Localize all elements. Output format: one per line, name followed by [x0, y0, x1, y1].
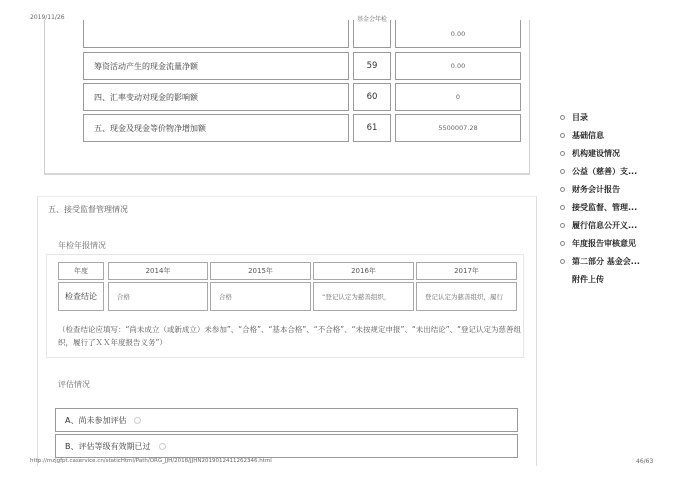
- nav-item-review-opinion[interactable]: [560, 234, 672, 252]
- cash-flow-value: 0.00: [395, 52, 521, 80]
- nav-item-label: 目录: [572, 112, 588, 122]
- nav-item-label: 年度报告审核意见: [572, 238, 636, 248]
- year-header: 2017年: [416, 262, 517, 280]
- table-row: [83, 20, 521, 48]
- print-date: 2019/11/26: [30, 14, 65, 21]
- result-label: 检查结论: [58, 282, 104, 311]
- evaluation-option[interactable]: [55, 408, 518, 432]
- cash-flow-value: 0: [395, 83, 521, 111]
- bullet-icon: [560, 169, 565, 174]
- inspection-result: 合格: [108, 282, 208, 311]
- evaluation-title: 评估情况: [58, 380, 90, 389]
- inspection-result: 合格: [210, 282, 311, 311]
- bullet-icon: [560, 223, 565, 228]
- nav-item-label: 接受监督、管理...: [572, 202, 638, 212]
- evaluation-option-label: B、评估等级有效期已过: [65, 441, 151, 451]
- nav-item-label: 第二部分 基金会...: [572, 256, 640, 266]
- bullet-icon: [560, 241, 565, 246]
- nav-item-contents[interactable]: [560, 108, 672, 126]
- year-header: 2015年: [210, 262, 311, 280]
- nav-item-attachment-upload[interactable]: [560, 270, 672, 288]
- nav-item-part-two[interactable]: [560, 252, 672, 270]
- cash-flow-item: 五、现金及现金等价物净增加额: [83, 114, 349, 142]
- nav-item-label: 履行信息公开义...: [572, 220, 638, 230]
- inspection-result: “登记认定为慈善组织，: [313, 282, 414, 311]
- nav-item-label: 机构建设情况: [572, 148, 620, 158]
- cash-flow-line-no: 60: [353, 83, 391, 111]
- bullet-icon: [560, 133, 565, 138]
- table-row: [83, 83, 521, 111]
- cash-flow-value: 0.00: [395, 20, 521, 48]
- bullet-icon: [560, 259, 565, 264]
- cash-flow-value: 5500007.28: [395, 114, 521, 142]
- cash-flow-item: [83, 20, 349, 48]
- cash-flow-line-no: 59: [353, 52, 391, 80]
- inspection-note: （检查结论应填写：“尚未成立（或新成立）未参加”、“合格”、“基本合格”、“不合格”、“未按规定申报”、“未出结论”、“登记认定为慈善组织，履行了ＸＸ年度报告义务”）: [58, 325, 522, 347]
- side-navigation: [560, 108, 672, 288]
- table-row: [83, 114, 521, 142]
- annual-inspection-title: 年检年报情况: [58, 241, 106, 250]
- evaluation-option-label: A、尚未参加评估: [65, 415, 127, 425]
- year-header: 2014年: [108, 262, 208, 280]
- cash-flow-item: 筹资活动产生的现金流量净额: [83, 52, 349, 80]
- table-row: [83, 52, 521, 80]
- radio-icon[interactable]: [134, 417, 141, 424]
- print-url: http://mzjgfpt.caservice.cn/staticHtml/Path/ORG_JJH/2018/JJHN2019012411262346.html: [30, 458, 272, 464]
- year-header: 2016年: [313, 262, 414, 280]
- radio-icon[interactable]: [159, 443, 166, 450]
- section-title: 五、接受监督管理情况: [48, 205, 128, 214]
- nav-item-label: 附件上传: [572, 274, 604, 284]
- cash-flow-line-no: 61: [353, 114, 391, 142]
- cash-flow-line-no: [353, 20, 391, 48]
- cash-flow-item: 四、汇率变动对现金的影响额: [83, 83, 349, 111]
- print-page-number: 46/63: [636, 458, 654, 465]
- nav-item-organization[interactable]: [560, 144, 672, 162]
- nav-item-charity-spending[interactable]: [560, 162, 672, 180]
- print-title: 基金会年检: [357, 16, 388, 23]
- year-header-label: 年度: [58, 262, 104, 280]
- nav-item-basic-info[interactable]: [560, 126, 672, 144]
- nav-item-supervision[interactable]: [560, 198, 672, 216]
- inspection-result: 登记认定为慈善组织，履行: [416, 282, 517, 311]
- nav-item-financial-report[interactable]: [560, 180, 672, 198]
- bullet-icon: [560, 151, 565, 156]
- bullet-icon: [560, 115, 565, 120]
- bullet-icon: [560, 187, 565, 192]
- nav-item-disclosure[interactable]: [560, 216, 672, 234]
- nav-item-label: 基础信息: [572, 130, 604, 140]
- nav-item-label: 公益（慈善）支...: [572, 166, 638, 176]
- evaluation-option[interactable]: [55, 434, 518, 458]
- nav-item-label: 财务会计报告: [572, 184, 620, 194]
- bullet-icon: [560, 205, 565, 210]
